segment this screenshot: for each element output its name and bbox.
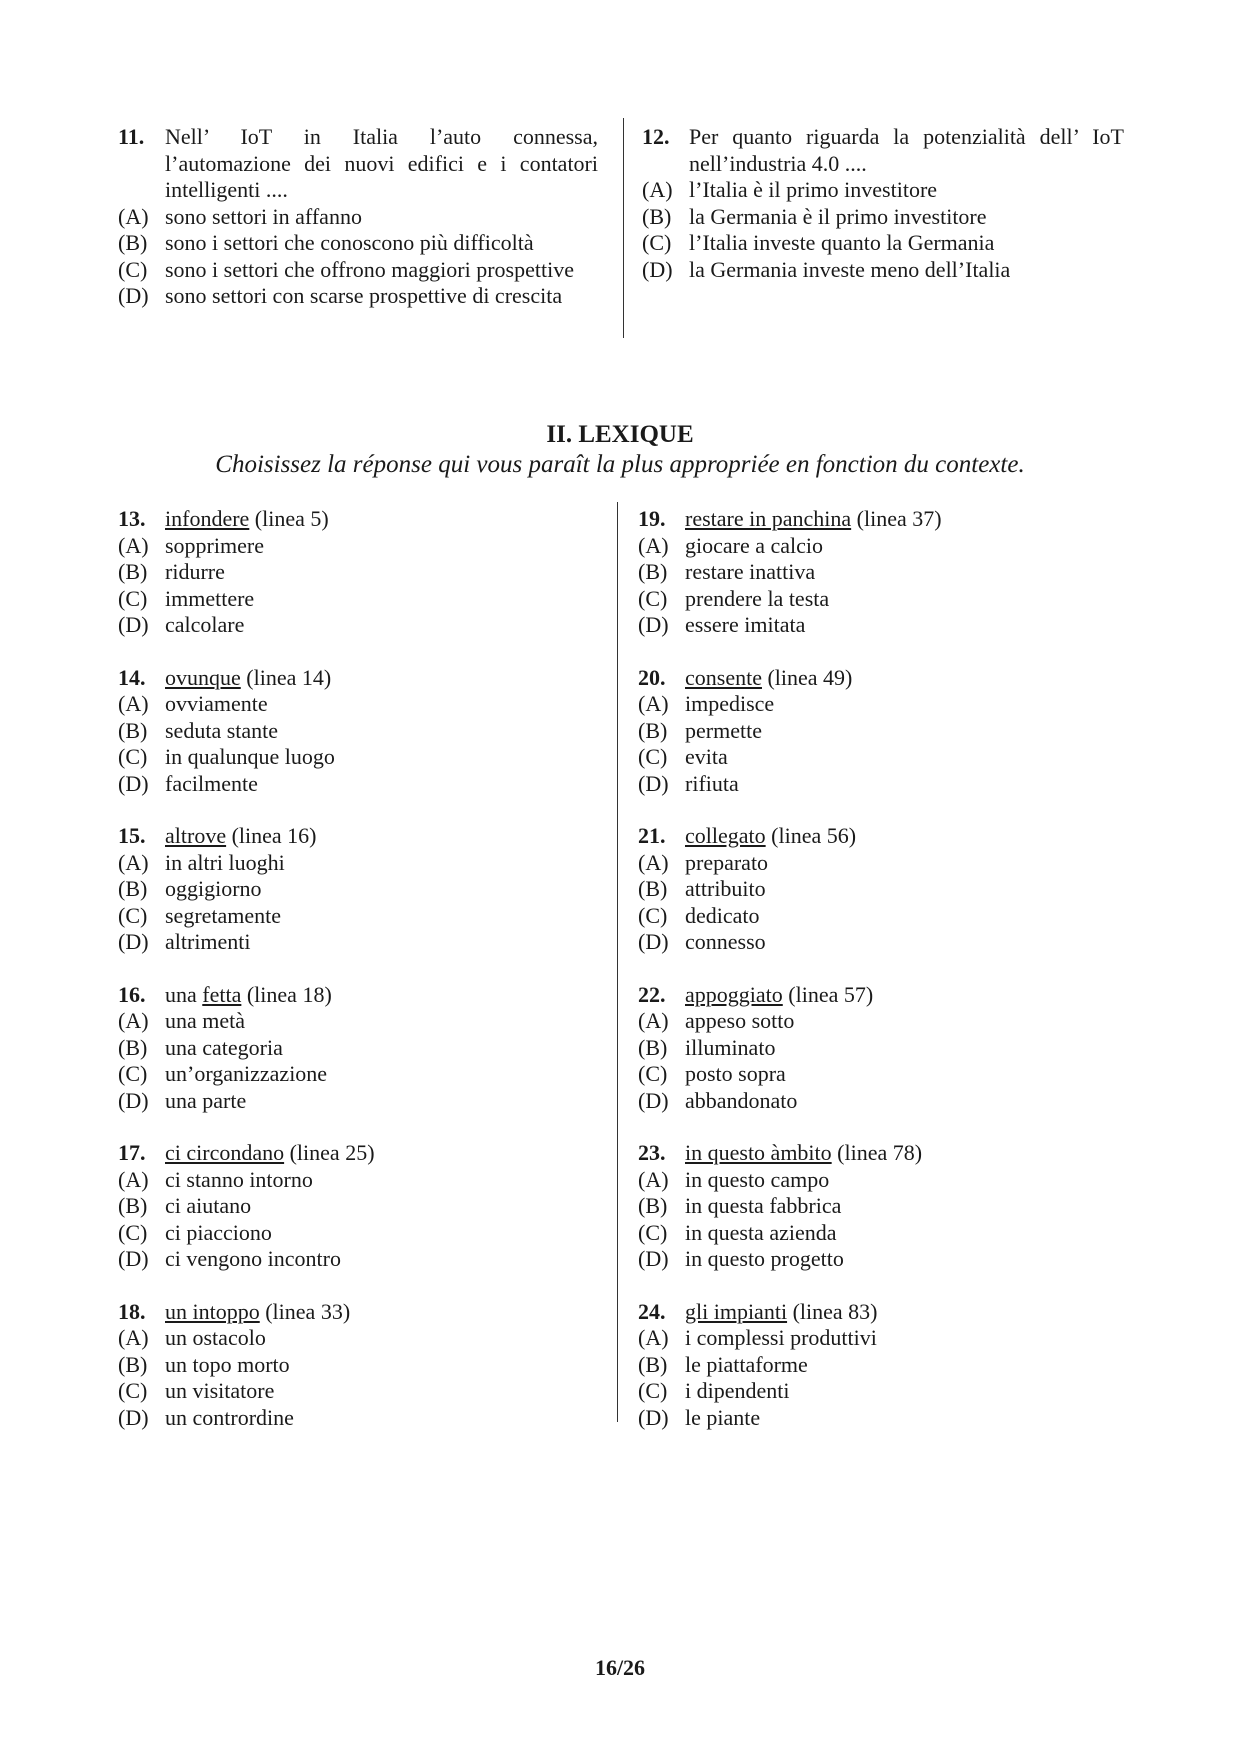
option-b[interactable] <box>638 1193 1118 1220</box>
question-text-line: l’automazione dei nuovi edifici e i contatori <box>165 150 598 176</box>
line-reference: (linea 56) <box>765 823 857 848</box>
option-c[interactable]: (C) l’Italia investe quanto la Germania <box>642 230 995 255</box>
option-letter: (A) <box>118 849 149 875</box>
option-b[interactable] <box>118 1035 598 1062</box>
option-text: segretamente <box>165 902 282 928</box>
question-24 <box>638 1299 1118 1432</box>
question-text-line: Per quanto riguarda la potenzialità dell’ IoT <box>689 124 1124 149</box>
question-number: 18. <box>118 1298 146 1324</box>
option-c[interactable] <box>638 1220 1118 1247</box>
option-letter: (C) <box>638 744 668 769</box>
section-title: II. LEXIQUE <box>546 421 694 448</box>
option-d[interactable] <box>118 1088 598 1115</box>
option-letter: (D) <box>638 929 669 954</box>
option-letter: (D) <box>638 1087 669 1113</box>
question-number: 13. <box>118 506 146 531</box>
option-a[interactable] <box>118 1325 598 1352</box>
option-letter: (A) <box>638 1325 669 1350</box>
option-d[interactable] <box>118 771 598 798</box>
question-12 <box>642 124 1124 283</box>
option-c[interactable] <box>638 1378 1118 1405</box>
option-a[interactable] <box>638 1325 1118 1352</box>
question-number: 16. <box>118 981 146 1007</box>
line-reference: (linea 37) <box>851 506 942 531</box>
question-number: 20. <box>638 664 666 690</box>
question-13 <box>118 506 598 639</box>
option-text: rifiuta <box>685 770 739 796</box>
option-letter: (A) <box>118 1008 149 1033</box>
option-b[interactable] <box>638 559 1118 586</box>
option-text: le piattaforme <box>685 1351 808 1377</box>
option-c[interactable] <box>118 1378 598 1405</box>
option-d[interactable] <box>638 929 1118 956</box>
option-d[interactable] <box>118 612 598 639</box>
underlined-keyword: consente <box>685 664 762 690</box>
option-c[interactable] <box>638 586 1118 613</box>
section-heading <box>0 420 1240 480</box>
option-text: appeso sotto <box>685 1008 795 1033</box>
option-text: illuminato <box>685 1034 776 1060</box>
option-letter: (C) <box>638 1219 668 1245</box>
option-text: un ostacolo <box>165 1325 266 1350</box>
option-text: oggigiorno <box>165 876 262 901</box>
option-a[interactable] <box>638 1008 1118 1035</box>
question-number: 21. <box>638 823 666 848</box>
option-letter: (B) <box>118 559 148 584</box>
underlined-keyword: fetta <box>202 981 242 1007</box>
option-text: un contrordine <box>165 1404 294 1430</box>
option-a[interactable] <box>638 850 1118 877</box>
line-reference: (linea 25) <box>284 1140 375 1165</box>
option-letter: (A) <box>638 849 669 875</box>
option-text: permette <box>685 717 762 743</box>
option-text: preparato <box>685 849 769 875</box>
option-letter: (D) <box>118 929 149 954</box>
underlined-keyword: collegato <box>685 823 766 848</box>
option-letter: (A) <box>638 691 669 716</box>
option-letter: (A) <box>638 532 669 558</box>
option-a[interactable]: (A) sono settori in affanno <box>118 203 362 229</box>
option-text: facilmente <box>165 770 258 796</box>
option-d[interactable] <box>638 612 1118 639</box>
question-text <box>685 665 1118 692</box>
option-letter: (B) <box>118 876 148 901</box>
line-reference: (linea 49) <box>761 664 853 690</box>
option-c[interactable] <box>638 903 1118 930</box>
option-text: ci aiutano <box>165 1193 252 1218</box>
question-number: 17. <box>118 1140 146 1165</box>
option-text: ovviamente <box>165 691 268 716</box>
underlined-keyword: ovunque <box>165 664 241 690</box>
option-letter: (A) <box>118 691 149 716</box>
option-a[interactable] <box>118 1008 598 1035</box>
option-letter: (C) <box>118 1061 148 1086</box>
option-text: attribuito <box>685 876 766 901</box>
option-text: evita <box>685 744 728 769</box>
option-text: in questo progetto <box>685 1246 844 1271</box>
option-letter: (B) <box>638 1193 668 1218</box>
option-letter: (C) <box>638 585 668 611</box>
line-reference: (linea 18) <box>241 981 332 1007</box>
question-20 <box>638 665 1118 798</box>
question-number: 15. <box>118 823 146 848</box>
option-letter: (D) <box>118 1404 149 1430</box>
option-text: sopprimere <box>165 532 264 558</box>
option-letter: (B) <box>638 717 668 743</box>
option-text: giocare a calcio <box>685 532 824 558</box>
keyword-prefix: una <box>165 981 203 1007</box>
option-letter: (D) <box>638 1404 669 1430</box>
question-23 <box>638 1140 1118 1273</box>
lexique-left-column <box>118 506 598 1457</box>
option-b[interactable] <box>118 1193 598 1220</box>
option-text: essere imitata <box>685 612 806 637</box>
option-c[interactable] <box>118 1220 598 1247</box>
underlined-keyword: infondere <box>165 506 250 531</box>
option-text: un topo morto <box>165 1351 290 1377</box>
question-22 <box>638 982 1118 1115</box>
option-d[interactable] <box>638 771 1118 798</box>
question-text <box>165 506 598 533</box>
option-text: immettere <box>165 585 255 611</box>
option-text: le piante <box>685 1404 761 1430</box>
column-divider-top <box>623 118 624 338</box>
option-b[interactable] <box>638 1035 1118 1062</box>
question-text <box>165 1140 598 1167</box>
option-text: i complessi produttivi <box>685 1325 877 1350</box>
line-reference: (linea 83) <box>787 1298 878 1324</box>
option-letter: (A) <box>118 1325 149 1350</box>
line-reference: (linea 57) <box>782 981 874 1007</box>
question-text <box>685 823 1118 850</box>
option-c[interactable] <box>638 1061 1118 1088</box>
option-text: ci vengono incontro <box>165 1246 341 1271</box>
question-number: 22. <box>638 981 666 1007</box>
option-text: ci stanno intorno <box>165 1166 313 1192</box>
lexique-right-column <box>638 506 1118 1457</box>
option-a[interactable] <box>638 1167 1118 1194</box>
underlined-keyword: gli impianti <box>685 1298 788 1324</box>
question-text <box>685 1299 1118 1326</box>
option-text: prendere la testa <box>685 585 830 611</box>
option-text: connesso <box>685 929 766 954</box>
option-d[interactable]: (D) sono settori con scarse prospettive di crescita <box>118 283 563 308</box>
line-reference: (linea 16) <box>226 823 317 848</box>
option-letter: (C) <box>118 1378 148 1403</box>
option-letter: (C) <box>638 1378 668 1403</box>
page-number: 16/26 <box>594 1655 646 1680</box>
option-b[interactable] <box>118 1352 598 1379</box>
option-letter: (B) <box>638 876 668 901</box>
option-letter: (B) <box>638 559 668 584</box>
option-letter: (B) <box>638 1351 668 1377</box>
option-letter: (D) <box>118 612 149 637</box>
question-text <box>685 1140 1118 1167</box>
option-c[interactable]: (C) sono i settori che offrono maggiori prospettive <box>118 256 574 282</box>
underlined-keyword: in questo àmbito <box>685 1140 832 1165</box>
question-text <box>165 665 598 692</box>
option-d[interactable] <box>118 1246 598 1273</box>
option-letter: (B) <box>118 1034 148 1060</box>
question-number: 12. <box>642 124 670 149</box>
option-letter: (A) <box>638 1166 669 1192</box>
section-instructions: Choisissez la réponse qui vous paraît la plus appropriée en fonction du contexte. <box>215 451 1025 478</box>
option-a[interactable]: (A) l’Italia è il primo investitore <box>642 177 938 202</box>
option-letter: (B) <box>118 1351 148 1377</box>
option-letter: (C) <box>638 902 668 928</box>
question-number: 14. <box>118 664 146 690</box>
question-21 <box>638 823 1118 956</box>
underlined-keyword: altrove <box>165 823 227 848</box>
option-letter: (C) <box>638 1061 668 1086</box>
option-text: abbandonato <box>685 1087 798 1113</box>
question-text <box>165 823 598 850</box>
option-text: calcolare <box>165 612 245 637</box>
question-16 <box>118 982 598 1115</box>
option-b[interactable] <box>118 559 598 586</box>
option-b[interactable] <box>638 1352 1118 1379</box>
option-letter: (C) <box>118 744 148 769</box>
option-text: in questo campo <box>685 1166 830 1192</box>
line-reference: (linea 14) <box>240 664 332 690</box>
underlined-keyword: restare in panchina <box>685 506 852 531</box>
option-b[interactable] <box>638 718 1118 745</box>
option-b[interactable]: (B) sono i settori che conoscono più difficoltà <box>118 230 534 255</box>
option-text: ci piacciono <box>165 1219 272 1245</box>
line-reference: (linea 5) <box>249 506 329 531</box>
question-15 <box>118 823 598 956</box>
underlined-keyword: appoggiato <box>685 981 783 1007</box>
column-divider-lexique <box>617 502 618 1422</box>
line-reference: (linea 78) <box>831 1140 923 1165</box>
option-b[interactable]: (B) la Germania è il primo investitore <box>642 203 987 229</box>
option-text: dedicato <box>685 902 760 928</box>
option-letter: (B) <box>118 1193 148 1218</box>
option-text: una parte <box>165 1087 247 1113</box>
option-letter: (D) <box>638 770 669 796</box>
option-text: altrimenti <box>165 929 251 954</box>
option-a[interactable] <box>118 1167 598 1194</box>
option-letter: (C) <box>118 902 148 928</box>
question-14 <box>118 665 598 798</box>
option-b[interactable] <box>638 876 1118 903</box>
question-number: 19. <box>638 506 666 531</box>
option-text: in questa azienda <box>685 1219 837 1245</box>
option-text: ridurre <box>165 559 225 584</box>
option-c[interactable] <box>118 903 598 930</box>
option-a[interactable] <box>638 691 1118 718</box>
option-letter: (D) <box>118 1087 149 1113</box>
question-text <box>165 1299 598 1326</box>
option-text: posto sopra <box>685 1061 786 1086</box>
option-text: in questa fabbrica <box>685 1193 842 1218</box>
line-reference: (linea 33) <box>259 1298 351 1324</box>
option-c[interactable] <box>638 744 1118 771</box>
option-text: un’organizzazione <box>165 1061 328 1086</box>
option-a[interactable] <box>118 691 598 718</box>
option-letter: (D) <box>118 770 149 796</box>
option-a[interactable] <box>638 533 1118 560</box>
question-text-line: intelligenti .... <box>165 177 288 202</box>
option-d[interactable] <box>638 1246 1118 1273</box>
question-18 <box>118 1299 598 1432</box>
option-letter: (A) <box>638 1008 669 1033</box>
option-text: in qualunque luogo <box>165 744 335 769</box>
option-d[interactable] <box>638 1088 1118 1115</box>
option-d[interactable] <box>638 1405 1118 1432</box>
option-text: restare inattiva <box>685 559 816 584</box>
option-c[interactable] <box>118 586 598 613</box>
question-number: 24. <box>638 1298 666 1324</box>
question-19 <box>638 506 1118 639</box>
option-text: i dipendenti <box>685 1378 790 1403</box>
option-b[interactable] <box>118 876 598 903</box>
option-text: una metà <box>165 1008 246 1033</box>
question-number: 23. <box>638 1140 666 1165</box>
option-text: in altri luoghi <box>165 849 285 875</box>
option-text: una categoria <box>165 1034 283 1060</box>
question-text <box>685 982 1118 1009</box>
option-letter: (D) <box>118 1246 149 1271</box>
option-d[interactable] <box>118 1405 598 1432</box>
question-text <box>685 506 1118 533</box>
underlined-keyword: ci circondano <box>165 1140 285 1165</box>
option-a[interactable] <box>118 533 598 560</box>
question-text-line: Nell’ IoT in Italia l’auto connessa, <box>165 124 598 149</box>
option-text: impedisce <box>685 691 775 716</box>
question-number: 11. <box>118 124 145 149</box>
option-b[interactable] <box>118 718 598 745</box>
option-letter: (B) <box>638 1034 668 1060</box>
underlined-keyword: un intoppo <box>165 1298 260 1324</box>
option-d[interactable]: (D) la Germania investe meno dell’Italia <box>642 256 1011 282</box>
question-17 <box>118 1140 598 1273</box>
question-text <box>165 982 598 1009</box>
option-a[interactable] <box>118 850 598 877</box>
option-letter: (D) <box>638 612 669 637</box>
option-c[interactable] <box>118 1061 598 1088</box>
option-d[interactable] <box>118 929 598 956</box>
option-c[interactable] <box>118 744 598 771</box>
question-11 <box>118 124 598 310</box>
option-letter: (B) <box>118 717 148 743</box>
option-letter: (C) <box>118 1219 148 1245</box>
option-letter: (D) <box>638 1246 669 1271</box>
option-text: seduta stante <box>165 717 279 743</box>
option-text: un visitatore <box>165 1378 275 1403</box>
question-text-line: nell’industria 4.0 .... <box>689 150 867 176</box>
option-letter: (C) <box>118 585 148 611</box>
option-letter: (A) <box>118 532 149 558</box>
option-letter: (A) <box>118 1166 149 1192</box>
